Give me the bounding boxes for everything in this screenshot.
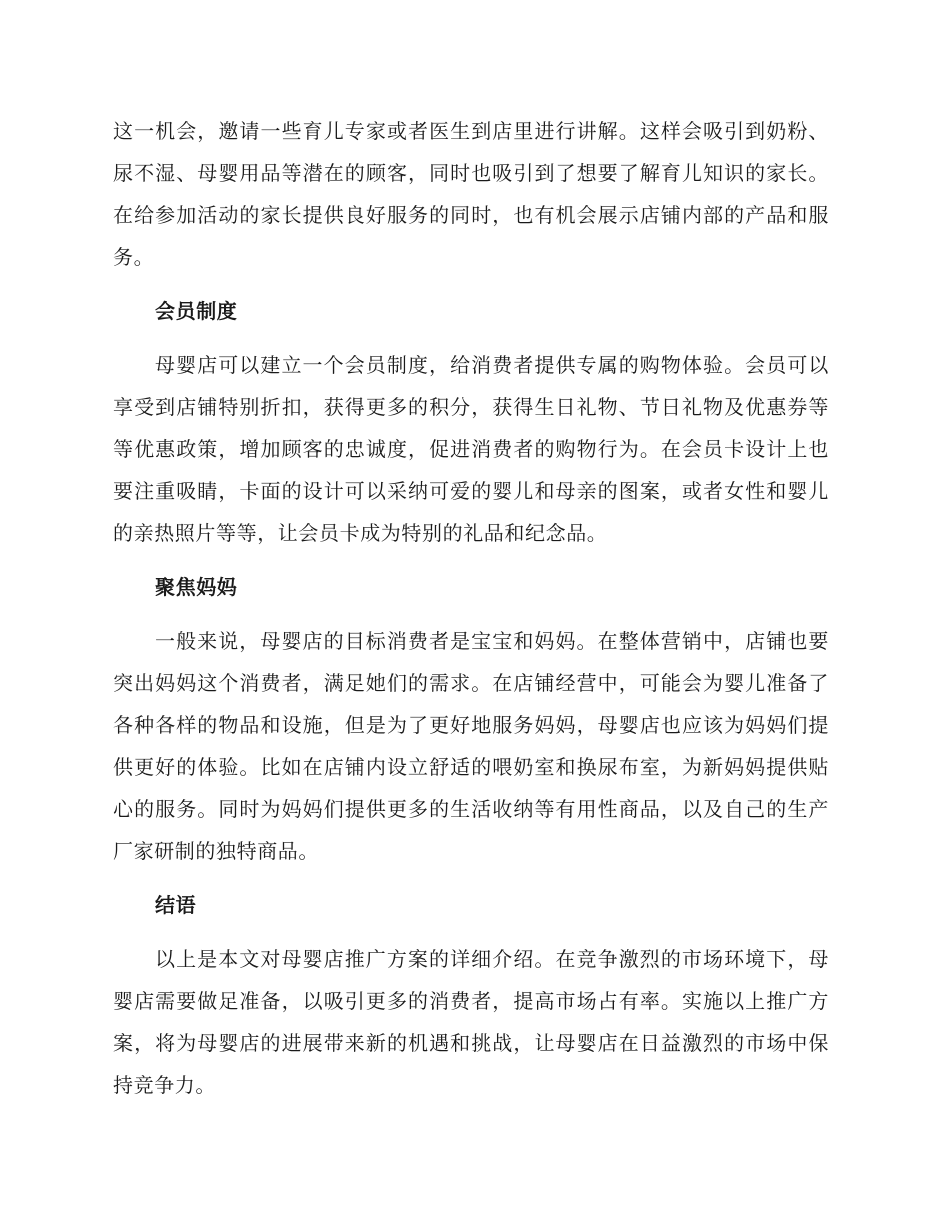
paragraph-focus-moms: 一般来说，母婴店的目标消费者是宝宝和妈妈。在整体营销中，店铺也要突出妈妈这个消费者，满足她们的需求。在店铺经营中，可能会为婴儿准备了各种各样的物品和设施，但是为了更好地服务妈妈，母婴店也应该为妈妈们提供更好的体验。比如在店铺内设立舒适的喂奶室和换尿布室，为新妈妈提供贴心的服务。同时为妈妈们提供更多的生活收纳等有用性商品，以及自己的生产厂家研制的独特商品。 xyxy=(113,629,829,863)
heading-membership: 会员制度 xyxy=(155,299,238,323)
paragraph-conclusion: 以上是本文对母婴店推广方案的详细介绍。在竞争激烈的市场环境下，母婴店需要做足准备，以吸引更多的消费者，提高市场占有率。实施以上推广方案，将为母婴店的进展带来新的机遇和挑战，让母婴店在日益激烈的市场中保持竞争力。 xyxy=(113,947,829,1097)
heading-conclusion: 结语 xyxy=(155,893,197,917)
paragraph-intro-continued: 这一机会，邀请一些育儿专家或者医生到店里进行讲解。这样会吸引到奶粉、尿不湿、母婴用品等潜在的顾客，同时也吸引到了想要了解育儿知识的家长。在给参加活动的家长提供良好服务的同时，也有机会展示店铺内部的产品和服务。 xyxy=(113,119,829,269)
heading-focus-moms: 聚焦妈妈 xyxy=(155,575,238,599)
paragraph-membership: 母婴店可以建立一个会员制度，给消费者提供专属的购物体验。会员可以享受到店铺特别折扣，获得更多的积分，获得生日礼物、节日礼物及优惠券等等优惠政策，增加顾客的忠诚度，促进消费者的购物行为。在会员卡设计上也要注重吸睛，卡面的设计可以采纳可爱的婴儿和母亲的图案，或者女性和婴儿的亲热照片等等，让会员卡成为特别的礼品和纪念品。 xyxy=(113,353,829,545)
document-page xyxy=(113,110,829,1106)
